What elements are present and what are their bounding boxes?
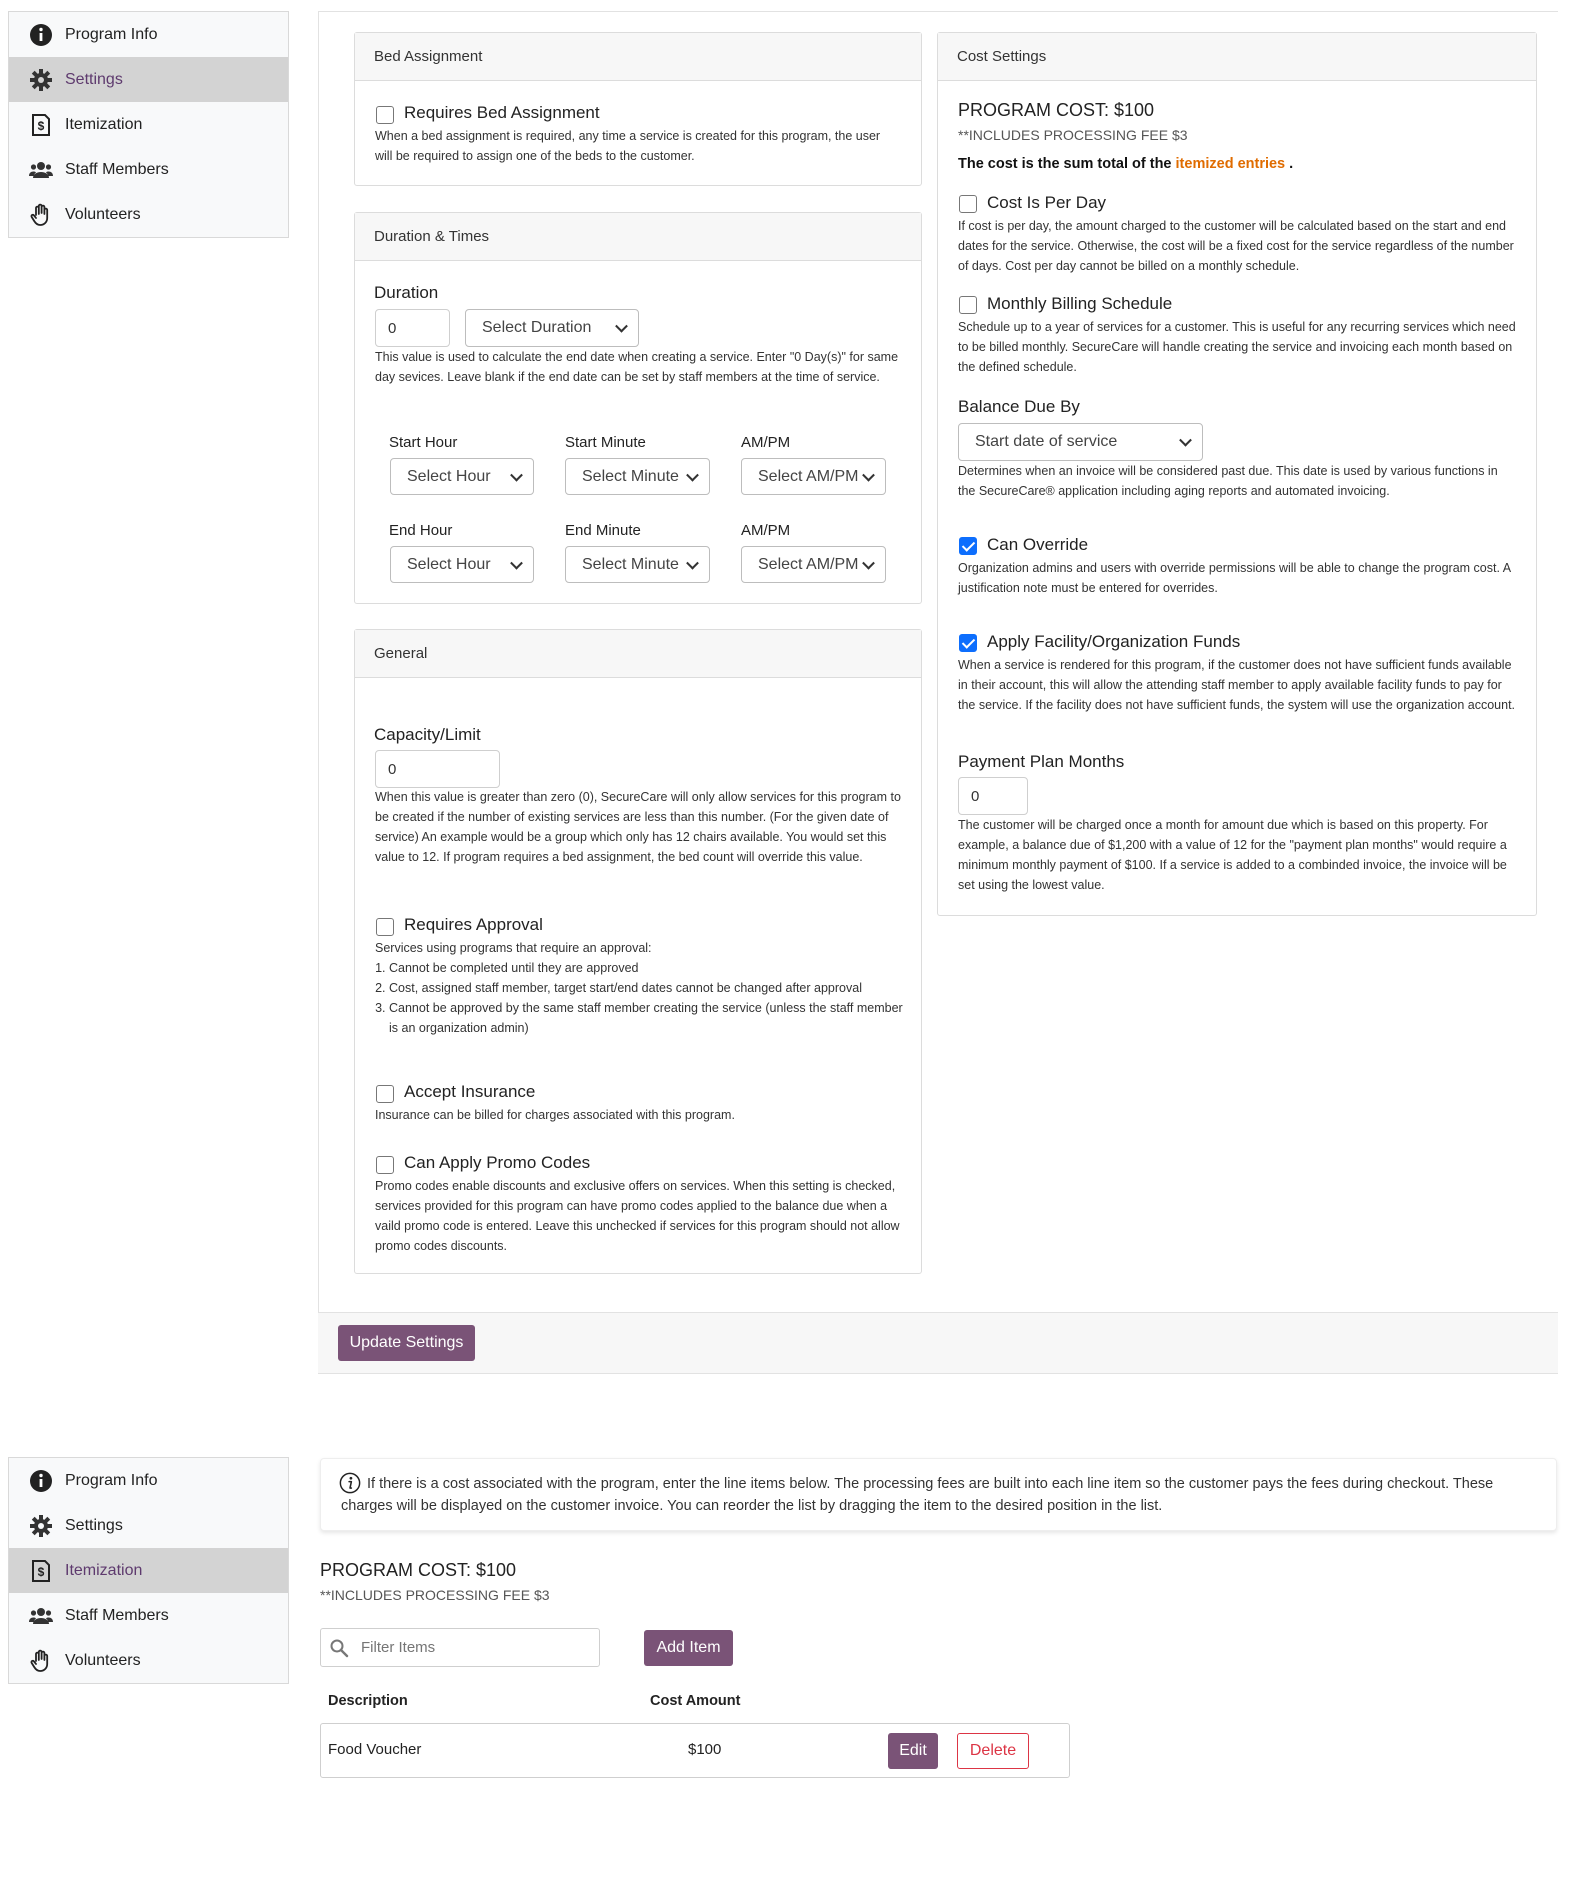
- itemized-entries-link[interactable]: itemized entries: [1175, 156, 1286, 172]
- start-hour-label: Start Hour: [389, 434, 458, 451]
- settings-sidebar: [8, 11, 289, 238]
- duration-input[interactable]: 0: [375, 309, 450, 347]
- sidebar-item-volunteers[interactable]: [9, 1638, 288, 1683]
- itemization-includes-fee: **INCLUDES PROCESSING FEE $3: [320, 1587, 550, 1603]
- sidebar-item-staff-members[interactable]: [9, 147, 288, 192]
- sidebar-item-label: Program Info: [65, 25, 158, 43]
- search-icon: [329, 1638, 349, 1663]
- program-cost: PROGRAM COST: $100: [958, 100, 1155, 120]
- start-minute-select[interactable]: Select Minute: [565, 458, 710, 495]
- promo-codes-checkbox[interactable]: [376, 1156, 394, 1174]
- sidebar-item-label: Volunteers: [65, 205, 141, 223]
- payment-plan-input[interactable]: 0: [958, 777, 1028, 815]
- requires-approval-checkbox[interactable]: [376, 918, 394, 936]
- settings-panel-left-border: [318, 11, 319, 1372]
- svg-text:$: $: [37, 1564, 45, 1579]
- column-header-cost: Cost Amount: [650, 1693, 741, 1709]
- settings-panel-top-border: [318, 11, 1558, 12]
- column-header-description: Description: [328, 1693, 408, 1709]
- end-minute-label: End Minute: [565, 522, 641, 539]
- apply-funds-help: When a service is rendered for this program, if the customer does not have sufficient funds available in their account, this will allow the attending staff member to apply available facility funds to pay for the service. If the facility does not have sufficient funds, the system will use the organization account.: [958, 658, 1516, 712]
- apply-funds-checkbox[interactable]: [959, 634, 977, 652]
- start-ampm-select[interactable]: Select AM/PM: [741, 458, 886, 495]
- monthly-billing-label: Monthly Billing Schedule: [987, 294, 1173, 313]
- add-item-button[interactable]: Add Item: [644, 1630, 733, 1666]
- card-title: Duration & Times: [355, 213, 921, 261]
- sidebar-item-label: Settings: [65, 70, 123, 88]
- approval-intro: Services using programs that require an approval:: [375, 941, 652, 955]
- invoice-dollar-icon: [27, 113, 55, 137]
- edit-button[interactable]: Edit: [888, 1733, 938, 1769]
- info-icon: [27, 1469, 55, 1493]
- can-override-help: Organization admins and users with override permissions will be able to change the program cost. A justification note must be entered for overrides.: [958, 561, 1511, 595]
- sidebar-item-volunteers[interactable]: [9, 192, 288, 237]
- gear-icon: [27, 1514, 55, 1538]
- sidebar-item-program-info[interactable]: [9, 1458, 288, 1503]
- start-hour-select[interactable]: Select Hour: [390, 458, 534, 495]
- duration-help: This value is used to calculate the end date when creating a service. Enter "0 Day(s)" for same day sevices. Leave blank if the end date can be set by staff members at the time of service.: [375, 350, 899, 384]
- sidebar-item-label: Itemization: [65, 1561, 143, 1579]
- card-title: Cost Settings: [938, 33, 1536, 81]
- end-hour-label: End Hour: [389, 522, 453, 539]
- includes-processing-fee: **INCLUDES PROCESSING FEE $3: [958, 127, 1188, 143]
- can-override-label: Can Override: [987, 535, 1089, 554]
- can-override-checkbox[interactable]: [959, 537, 977, 555]
- insurance-help: Insurance can be billed for charges associated with this program.: [375, 1108, 735, 1122]
- svg-text:$: $: [37, 118, 45, 133]
- item-description: Food Voucher: [328, 1741, 422, 1758]
- capacity-label: Capacity/Limit: [374, 725, 481, 744]
- table-row[interactable]: [320, 1723, 1070, 1778]
- monthly-billing-help: Schedule up to a year of services for a customer. This is useful for any recurring services which need to be billed monthly. SecureCare will handle creating the service and invoicing each month based on the defined schedule.: [958, 320, 1516, 374]
- hand-icon: [27, 1649, 55, 1673]
- sidebar-item-label: Staff Members: [65, 1606, 169, 1624]
- duration-select[interactable]: Select Duration: [465, 309, 639, 347]
- end-hour-select[interactable]: Select Hour: [390, 546, 534, 583]
- end-ampm-select[interactable]: Select AM/PM: [741, 546, 886, 583]
- balance-due-label: Balance Due By: [958, 397, 1080, 416]
- sidebar-item-label: Volunteers: [65, 1651, 141, 1669]
- start-ampm-label: AM/PM: [741, 434, 791, 451]
- card-title: General: [355, 630, 921, 678]
- gear-icon: [27, 68, 55, 92]
- sidebar-item-settings[interactable]: [9, 57, 288, 102]
- sidebar-item-settings[interactable]: [9, 1503, 288, 1548]
- card-title: Bed Assignment: [355, 33, 921, 81]
- settings-footer: [318, 1312, 1558, 1374]
- sidebar-item-label: Settings: [65, 1516, 123, 1534]
- duration-label: Duration: [374, 283, 439, 302]
- users-icon: [27, 158, 55, 182]
- cost-per-day-checkbox[interactable]: [959, 195, 977, 213]
- sidebar-item-program-info[interactable]: [9, 12, 288, 57]
- accept-insurance-checkbox[interactable]: [376, 1085, 394, 1103]
- apply-funds-label: Apply Facility/Organization Funds: [987, 632, 1241, 651]
- end-ampm-label: AM/PM: [741, 522, 791, 539]
- info-icon: [27, 23, 55, 47]
- hand-icon: [27, 203, 55, 227]
- bed-assignment-help: When a bed assignment is required, any time a service is created for this program, the user will be required to assign one of the beds to the customer.: [375, 129, 881, 163]
- sidebar-item-staff-members[interactable]: [9, 1593, 288, 1638]
- itemization-program-cost: PROGRAM COST: $100: [320, 1560, 517, 1580]
- cost-sum-prefix: The cost is the sum total of the: [958, 156, 1172, 172]
- list-item: 2. Cost, assigned staff member, target start/end dates cannot be changed after approval: [389, 978, 915, 998]
- list-item: 3. Cannot be approved by the same staff member creating the service (unless the staff member is an organization admin): [389, 998, 915, 1038]
- balance-due-select[interactable]: Start date of service: [958, 423, 1203, 461]
- promo-help: Promo codes enable discounts and exclusive offers on services. When this setting is checked, services provided for this program can have promo codes applied to the balance due when a vaild promo code is entered. Leave this unchecked if services for this program should not allow promo codes discounts.: [375, 1179, 900, 1253]
- sidebar-item-label: Staff Members: [65, 160, 169, 178]
- promo-codes-label: Can Apply Promo Codes: [404, 1153, 591, 1172]
- cost-sum-note: [958, 156, 1293, 172]
- delete-button[interactable]: Delete: [957, 1733, 1029, 1769]
- approval-help: [375, 938, 915, 1038]
- itemization-sidebar: [8, 1457, 289, 1684]
- sidebar-item-label: Itemization: [65, 115, 143, 133]
- cost-per-day-help: If cost is per day, the amount charged to the customer will be calculated based on the start and end dates for the service. Otherwise, the cost will be a fixed cost for the service regardless of the number of days. Cost per day cannot be billed on a monthly schedule.: [958, 219, 1514, 273]
- payment-plan-label: Payment Plan Months: [958, 752, 1125, 771]
- approval-list: [375, 958, 915, 1038]
- itemization-info-box: [320, 1458, 1557, 1531]
- payment-plan-help: The customer will be charged once a month for amount due which is based on this property. For example, a balance due of $1,200 with a value of 12 for the "payment plan months" would require a minimum monthly payment of $100. If a service is added to a combinded invoice, the invoice will be set using the lowest value.: [958, 818, 1507, 892]
- cost-sum-suffix: .: [1289, 156, 1294, 172]
- users-icon: [27, 1604, 55, 1628]
- item-cost: $100: [688, 1741, 722, 1758]
- requires-bed-assignment-label: Requires Bed Assignment: [404, 103, 600, 122]
- cost-per-day-label: Cost Is Per Day: [987, 193, 1107, 212]
- sidebar-item-label: Program Info: [65, 1471, 158, 1489]
- end-minute-select[interactable]: Select Minute: [565, 546, 710, 583]
- accept-insurance-label: Accept Insurance: [404, 1082, 536, 1101]
- requires-approval-label: Requires Approval: [404, 915, 543, 934]
- capacity-input[interactable]: 0: [375, 750, 500, 788]
- capacity-help: When this value is greater than zero (0), SecureCare will only allow services for this program to be created if the number of existing services are less than this number. (For the given date of service) An example would be a group which only has 12 chairs available. You would set this value to 12. If program requires a bed assignment, the bed count will override this value.: [375, 790, 901, 864]
- update-settings-button[interactable]: Update Settings: [338, 1325, 475, 1361]
- filter-items-input[interactable]: [361, 1635, 591, 1659]
- filter-items-field[interactable]: [320, 1628, 600, 1667]
- monthly-billing-checkbox[interactable]: [959, 296, 977, 314]
- invoice-dollar-icon: [27, 1559, 55, 1583]
- start-minute-label: Start Minute: [565, 434, 646, 451]
- sidebar-item-itemization[interactable]: [9, 1548, 288, 1593]
- list-item: 1. Cannot be completed until they are approved: [389, 958, 915, 978]
- balance-due-help: Determines when an invoice will be considered past due. This date is used by various functions in the SecureCare® application including aging reports and automated invoicing.: [958, 464, 1498, 498]
- sidebar-item-itemization[interactable]: [9, 102, 288, 147]
- itemization-info-text: If there is a cost associated with the program, enter the line items below. The processing fees are built into each line item so the customer pays the fees during checkout. These charges will be displayed on the customer invoice. You can reorder the list by dragging the item to the desired position in the list.: [341, 1476, 1494, 1514]
- requires-bed-assignment-checkbox[interactable]: [376, 106, 394, 124]
